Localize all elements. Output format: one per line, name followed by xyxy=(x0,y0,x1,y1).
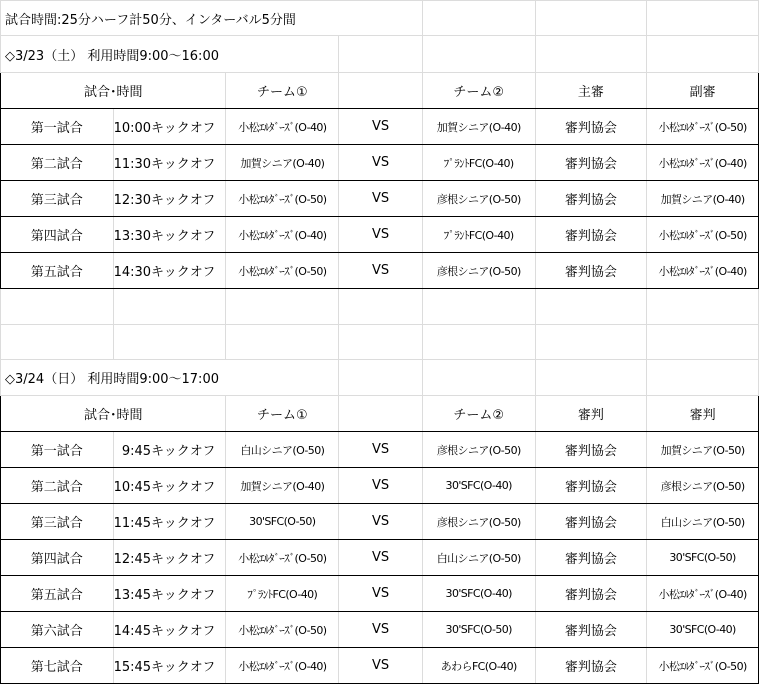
team1: 小松ｴﾙﾀﾞｰｽﾞ(O-50) xyxy=(226,253,339,289)
team1: 加賀シニア(O-40) xyxy=(226,468,339,504)
match-number: 第五試合 xyxy=(1,576,114,612)
team2: 彦根シニア(O-50) xyxy=(422,181,535,217)
team2: 30'SFC(O-50) xyxy=(422,612,535,648)
vs-label: VS xyxy=(339,109,423,145)
day2-header-row xyxy=(1,396,759,432)
kickoff-time: 10:45キックオフ xyxy=(113,468,226,504)
referee2: 小松ｴﾙﾀﾞｰｽﾞ(O-50) xyxy=(647,648,759,684)
referee1: 審判協会 xyxy=(535,612,647,648)
match-row xyxy=(1,648,759,684)
referee2: 小松ｴﾙﾀﾞｰｽﾞ(O-50) xyxy=(647,109,759,145)
team2: ﾌﾟﾗﾝﾄFC(O-40) xyxy=(422,217,535,253)
col-team1: チーム① xyxy=(226,73,339,109)
team2: 彦根シニア(O-50) xyxy=(422,432,535,468)
referee1: 審判協会 xyxy=(535,145,647,181)
vs-label: VS xyxy=(339,648,423,684)
match-row xyxy=(1,576,759,612)
match-number: 第三試合 xyxy=(1,504,114,540)
match-row xyxy=(1,504,759,540)
header-note: 試合時間:25分ハーフ計50分、インターバル5分間 xyxy=(1,1,423,36)
col-match-time: 試合･時間 xyxy=(1,73,226,109)
team2: 彦根シニア(O-50) xyxy=(422,504,535,540)
team2: 白山シニア(O-50) xyxy=(422,540,535,576)
referee2: 小松ｴﾙﾀﾞｰｽﾞ(O-40) xyxy=(647,576,759,612)
team1: 小松ｴﾙﾀﾞｰｽﾞ(O-50) xyxy=(226,540,339,576)
col-match-time: 試合･時間 xyxy=(1,396,226,432)
kickoff-time: 9:45キックオフ xyxy=(113,432,226,468)
match-row xyxy=(1,253,759,289)
referee1: 審判協会 xyxy=(535,109,647,145)
kickoff-time: 14:45キックオフ xyxy=(113,612,226,648)
match-row xyxy=(1,612,759,648)
referee1: 審判協会 xyxy=(535,432,647,468)
referee2: 小松ｴﾙﾀﾞｰｽﾞ(O-40) xyxy=(647,145,759,181)
match-row xyxy=(1,181,759,217)
match-row xyxy=(1,468,759,504)
team2: あわらFC(O-40) xyxy=(422,648,535,684)
referee2: 白山シニア(O-50) xyxy=(647,504,759,540)
team1: 小松ｴﾙﾀﾞｰｽﾞ(O-40) xyxy=(226,217,339,253)
referee2: 加賀シニア(O-50) xyxy=(647,432,759,468)
kickoff-time: 10:00キックオフ xyxy=(113,109,226,145)
day1-heading: ◇3/23（土） 利用時間9:00～16:00 xyxy=(1,36,339,73)
col-ref2: 審判 xyxy=(647,396,759,432)
referee2: 小松ｴﾙﾀﾞｰｽﾞ(O-40) xyxy=(647,253,759,289)
kickoff-time: 12:45キックオフ xyxy=(113,540,226,576)
team1: 小松ｴﾙﾀﾞｰｽﾞ(O-40) xyxy=(226,648,339,684)
blank-row xyxy=(1,325,759,360)
referee1: 審判協会 xyxy=(535,648,647,684)
vs-label: VS xyxy=(339,181,423,217)
day2-heading-row xyxy=(1,360,759,396)
vs-label: VS xyxy=(339,468,423,504)
referee2: 彦根シニア(O-50) xyxy=(647,468,759,504)
team1: 小松ｴﾙﾀﾞｰｽﾞ(O-50) xyxy=(226,181,339,217)
col-ref1: 審判 xyxy=(535,396,647,432)
kickoff-time: 12:30キックオフ xyxy=(113,181,226,217)
referee1: 審判協会 xyxy=(535,540,647,576)
col-ref1: 主審 xyxy=(535,73,647,109)
vs-label: VS xyxy=(339,612,423,648)
kickoff-time: 11:30キックオフ xyxy=(113,145,226,181)
referee1: 審判協会 xyxy=(535,468,647,504)
team1: 小松ｴﾙﾀﾞｰｽﾞ(O-50) xyxy=(226,612,339,648)
referee1: 審判協会 xyxy=(535,576,647,612)
match-number: 第五試合 xyxy=(1,253,114,289)
team1: ﾌﾟﾗﾝﾄFC(O-40) xyxy=(226,576,339,612)
team2: 彦根シニア(O-50) xyxy=(422,253,535,289)
vs-label: VS xyxy=(339,253,423,289)
vs-label: VS xyxy=(339,504,423,540)
match-number: 第二試合 xyxy=(1,145,114,181)
team1: 小松ｴﾙﾀﾞｰｽﾞ(O-40) xyxy=(226,109,339,145)
referee1: 審判協会 xyxy=(535,217,647,253)
vs-label: VS xyxy=(339,432,423,468)
team1: 白山シニア(O-50) xyxy=(226,432,339,468)
team1: 加賀シニア(O-40) xyxy=(226,145,339,181)
referee1: 審判協会 xyxy=(535,504,647,540)
referee2: 加賀シニア(O-40) xyxy=(647,181,759,217)
referee2: 小松ｴﾙﾀﾞｰｽﾞ(O-50) xyxy=(647,217,759,253)
kickoff-time: 15:45キックオフ xyxy=(113,648,226,684)
referee2: 30'SFC(O-50) xyxy=(647,540,759,576)
team1: 30'SFC(O-50) xyxy=(226,504,339,540)
referee2: 30'SFC(O-40) xyxy=(647,612,759,648)
referee1: 審判協会 xyxy=(535,253,647,289)
kickoff-time: 11:45キックオフ xyxy=(113,504,226,540)
day1-header-row xyxy=(1,73,759,109)
match-number: 第六試合 xyxy=(1,612,114,648)
match-row xyxy=(1,109,759,145)
vs-label: VS xyxy=(339,576,423,612)
match-number: 第七試合 xyxy=(1,648,114,684)
kickoff-time: 13:45キックオフ xyxy=(113,576,226,612)
match-number: 第一試合 xyxy=(1,109,114,145)
match-number: 第一試合 xyxy=(1,432,114,468)
team2: ﾌﾟﾗﾝﾄFC(O-40) xyxy=(422,145,535,181)
kickoff-time: 14:30キックオフ xyxy=(113,253,226,289)
col-ref2: 副審 xyxy=(647,73,759,109)
referee1: 審判協会 xyxy=(535,181,647,217)
match-row xyxy=(1,145,759,181)
col-team2: チーム② xyxy=(422,73,535,109)
match-number: 第四試合 xyxy=(1,540,114,576)
team2: 加賀シニア(O-40) xyxy=(422,109,535,145)
blank-row xyxy=(1,289,759,325)
match-number: 第三試合 xyxy=(1,181,114,217)
match-row xyxy=(1,540,759,576)
team2: 30'SFC(O-40) xyxy=(422,576,535,612)
day2-heading: ◇3/24（日） 利用時間9:00～17:00 xyxy=(1,360,339,396)
match-number: 第二試合 xyxy=(1,468,114,504)
kickoff-time: 13:30キックオフ xyxy=(113,217,226,253)
match-number: 第四試合 xyxy=(1,217,114,253)
vs-label: VS xyxy=(339,145,423,181)
day1-heading-row xyxy=(1,36,759,73)
team2: 30'SFC(O-40) xyxy=(422,468,535,504)
vs-label: VS xyxy=(339,217,423,253)
schedule-body xyxy=(1,1,759,684)
match-row xyxy=(1,432,759,468)
note-row xyxy=(1,1,759,36)
match-row xyxy=(1,217,759,253)
col-team1: チーム① xyxy=(226,396,339,432)
col-team2: チーム② xyxy=(422,396,535,432)
vs-label: VS xyxy=(339,540,423,576)
